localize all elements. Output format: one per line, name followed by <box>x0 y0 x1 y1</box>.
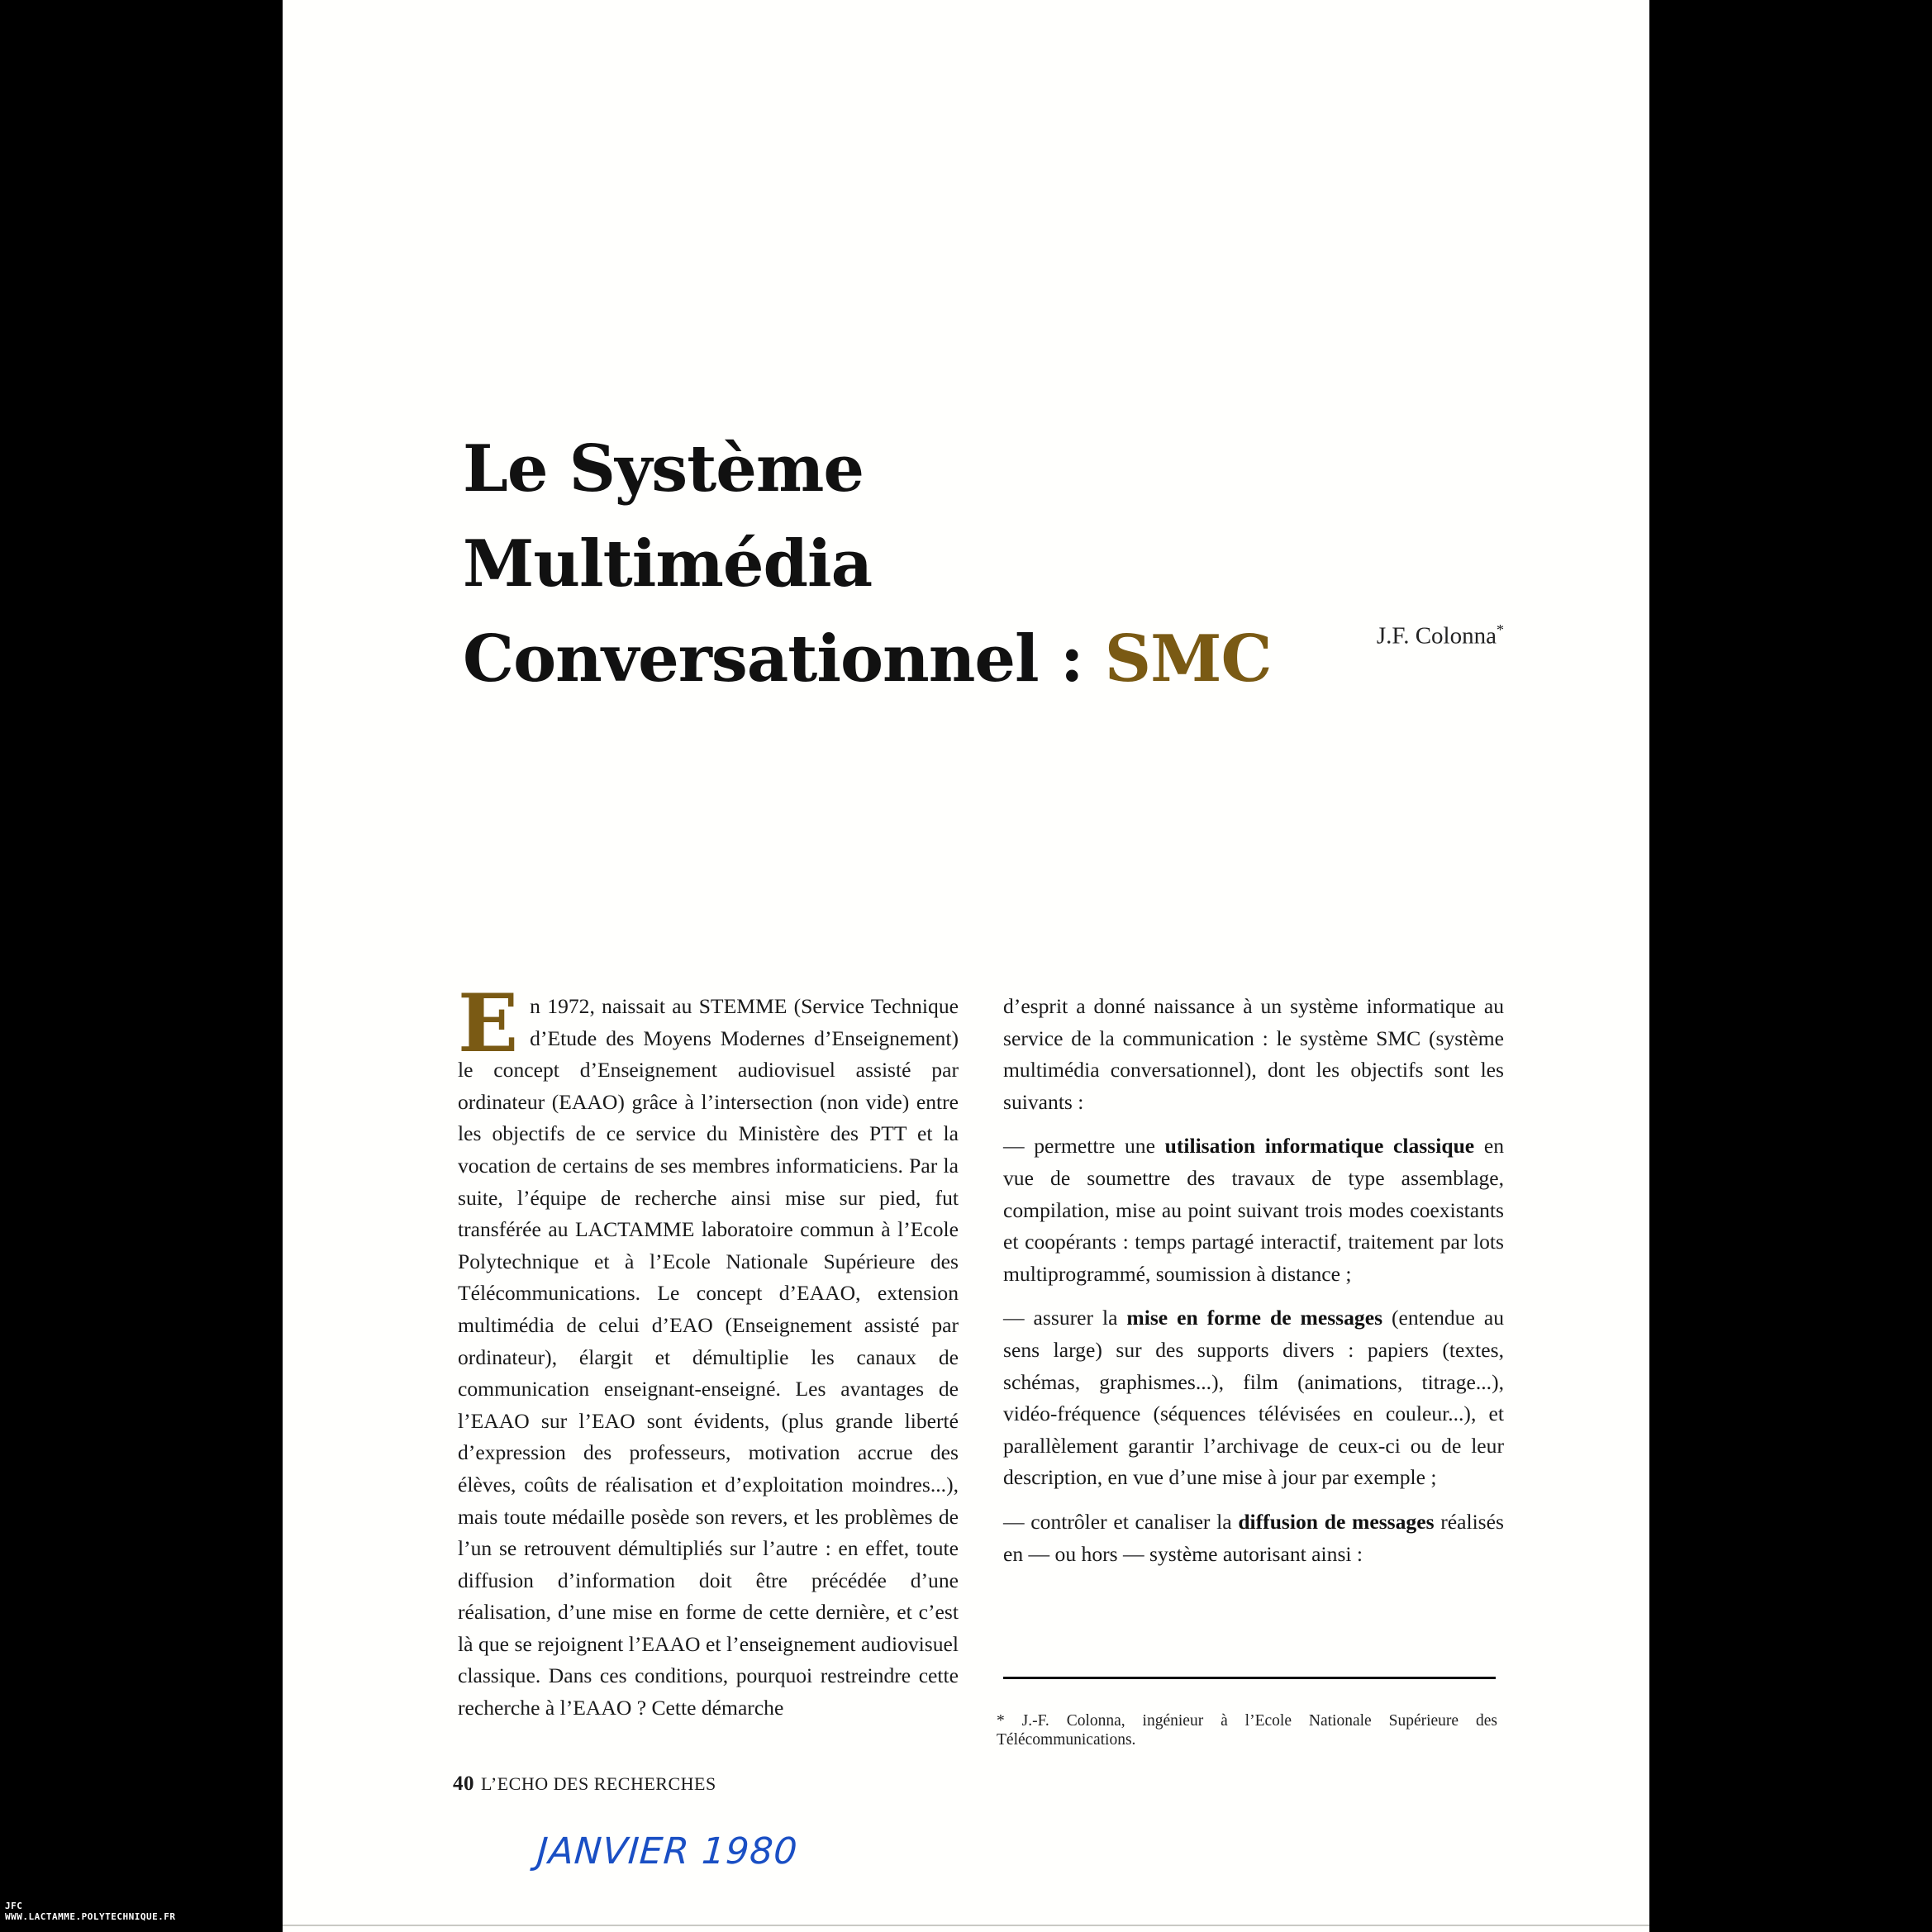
objective-keyword: mise en forme de messages <box>1126 1306 1383 1330</box>
handwritten-date: JANVIER 1980 <box>535 1830 800 1873</box>
left-column <box>458 977 959 1725</box>
author-footnote-mark: * <box>1497 621 1504 638</box>
objective-rest: (entendue au sens large) sur des supports divers : papiers (textes, schémas, graphismes...), film (animations, titrage...), vidéo-fréquence (séquences télévisées en couleur...), et parallèlement garantir l’archivage de ceux-ci ou de leur description, en vue d’une mise à jour par exemple ; <box>1003 1306 1504 1490</box>
page-number: 40 <box>453 1773 474 1795</box>
objective-rest: réalisés en — ou hors — système autorisant ainsi : <box>1003 1509 1504 1566</box>
intro-text: n 1972, naissait au STEMME (Service Technique d’Etude des Moyens Modernes d’Enseignement) le concept d’Enseignement audiovisuel assisté par ordinateur (EAAO) grâce à l’intersection (non vide) entre les objectifs de ce service du Ministère des PTT et la vocation de certains de ses membres informaticiens. Par la suite, l’équipe de recherche ainsi mise sur pied, fut transférée au LACTAMME laboratoire commun à l’Ecole Polytechnique et à l’Ecole Nationale Supérieure des Télécommunications. Le concept d’EAAO, extension multimédia de celui d’EAO (Enseignement assisté par ordinateur), élargit et démultiplie les canaux de communication enseignant-enseigné. Les avantages de l’EAAO sur l’EAO sont évidents, (plus grande liberté d’expression des professeurs, motivation accrue des élèves, coûts de réalisation et d’exploitation moindres...), mais toute médaille posède son revers, et les problèmes de l’un se retrouvent démultipliés sur l’autre : en effet, toute diffusion d’information doit être précédée d’une réalisation, d’une mise en forme de cette dernière, et c’est là que se rejoignent l’EAAO et l’enseignement audiovisuel classique. Dans ces conditions, pourquoi restreindre cette recherche à l’EAAO ? Cette démarche <box>458 994 959 1720</box>
objective-item <box>1003 1506 1504 1570</box>
objective-keyword: utilisation informatique classique <box>1164 1134 1475 1159</box>
objective-item <box>1003 1302 1504 1494</box>
right-column <box>1003 991 1504 1570</box>
author-byline <box>1240 621 1504 650</box>
scan-edge-line <box>283 1925 1649 1926</box>
objectives-intro: d’esprit a donné naissance à un système informatique au service de la communication : le système SMC (système multimédia conversationnel), dont les objectifs sont les suivants : <box>1003 994 1504 1114</box>
objective-item <box>1003 1130 1504 1290</box>
objective-lead: — assurer la <box>1003 1306 1127 1330</box>
intro-paragraph <box>458 977 959 1725</box>
drop-cap: E <box>458 977 519 1070</box>
objective-lead: — contrôler et canaliser la <box>1003 1509 1239 1534</box>
article-title <box>463 421 1289 707</box>
objective-rest: en vue de soumettre des travaux de type assemblage, compilation, mise au point suivant trois modes coexistants et coopérants : temps partagé interactif, traitement par lots multiprogrammé, soumission à distance ; <box>1003 1134 1504 1286</box>
objective-keyword: diffusion de messages <box>1238 1509 1435 1534</box>
site-watermark <box>5 1901 176 1922</box>
title-line-1: Le Système Multimédia <box>463 431 873 602</box>
footnote-divider <box>1003 1677 1496 1679</box>
title-accent: SMC <box>1104 621 1272 697</box>
watermark-initials: JFC <box>5 1901 23 1911</box>
footnote: * J.-F. Colonna, ingénieur à l’Ecole Nationale Supérieure des Télécommunications. <box>997 1712 1497 1749</box>
publication-name: L’ECHO DES RECHERCHES <box>481 1773 716 1794</box>
title-line-2: Conversationnel : <box>463 621 1105 697</box>
page-folio <box>453 1773 716 1796</box>
author-name: J.F. Colonna <box>1376 622 1497 650</box>
watermark-url: WWW.LACTAMME.POLYTECHNIQUE.FR <box>5 1911 176 1922</box>
objective-lead: — permettre une <box>1003 1134 1165 1159</box>
